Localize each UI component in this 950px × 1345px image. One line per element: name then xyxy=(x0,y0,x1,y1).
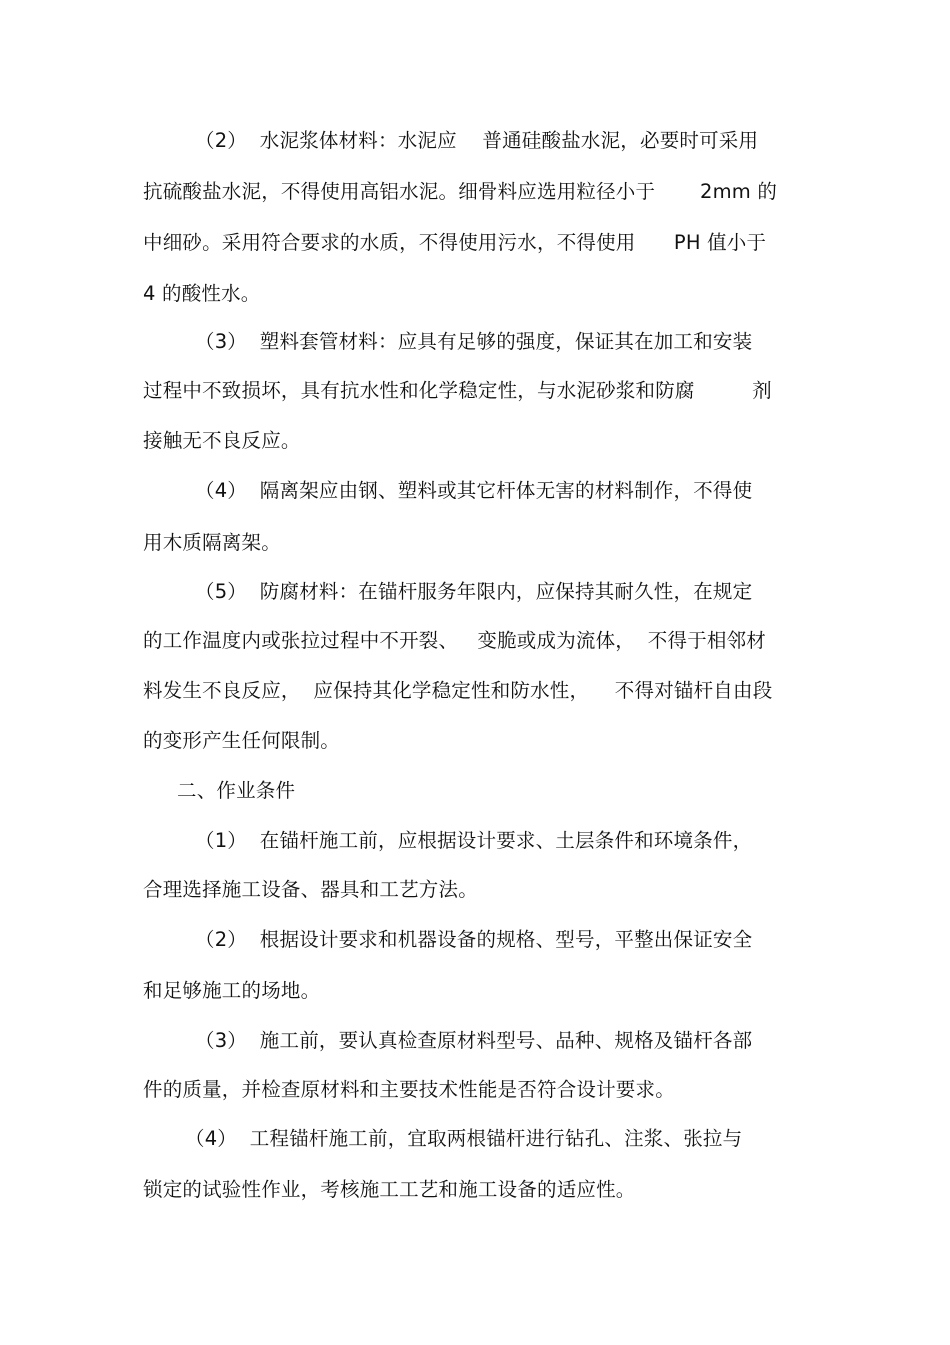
text-line: （2） 根据设计要求和机器设备的规格、型号，平整出保证安全 xyxy=(195,928,753,951)
text-line: （2） 水泥浆体材料：水泥应 普通硅酸盐水泥，必要时可采用 xyxy=(195,129,759,152)
text-line: （3） 施工前，要认真检查原材料型号、品种、规格及锚杆各部 xyxy=(195,1029,753,1052)
text-line: 抗硫酸盐水泥，不得使用高铝水泥。细骨料应选用粒径小于 2mm 的 xyxy=(143,180,778,203)
text-line: 和足够施工的场地。 xyxy=(143,979,321,1002)
text-line: 接触无不良反应。 xyxy=(143,429,301,452)
text-line: 锁定的试验性作业，考核施工工艺和施工设备的适应性。 xyxy=(143,1178,636,1201)
text-line: 的变形产生任何限制。 xyxy=(143,729,341,752)
text-line: （4） 工程锚杆施工前，宜取两根锚杆进行钻孔、注浆、张拉与 xyxy=(185,1127,743,1150)
text-line: 过程中不致损坏，具有抗水性和化学稳定性，与水泥砂浆和防腐 剂 xyxy=(143,379,772,402)
text-line: 件的质量，并检查原材料和主要技术性能是否符合设计要求。 xyxy=(143,1078,675,1101)
text-line: （5） 防腐材料：在锚杆服务年限内，应保持其耐久性，在规定 xyxy=(195,580,753,603)
text-line: （3） 塑料套管材料：应具有足够的强度，保证其在加工和安装 xyxy=(195,330,753,353)
text-line: 料发生不良反应， 应保持其化学稳定性和防水性， 不得对锚杆自由段 xyxy=(143,679,773,702)
text-line: 合理选择施工设备、器具和工艺方法。 xyxy=(143,878,478,901)
text-line: 用木质隔离架。 xyxy=(143,531,281,554)
text-line: （4） 隔离架应由钢、塑料或其它杆体无害的材料制作，不得使 xyxy=(195,479,753,502)
text-line: 中细砂。采用符合要求的水质，不得使用污水，不得使用 PH 值小于 xyxy=(143,231,767,254)
text-line: 的工作温度内或张拉过程中不开裂、 变脆或成为流体， 不得于相邻材 xyxy=(143,629,766,652)
text-line: （1） 在锚杆施工前，应根据设计要求、土层条件和环境条件， xyxy=(195,829,753,852)
section-heading: 二、作业条件 xyxy=(177,779,296,802)
text-line: 4 的酸性水。 xyxy=(143,282,261,305)
